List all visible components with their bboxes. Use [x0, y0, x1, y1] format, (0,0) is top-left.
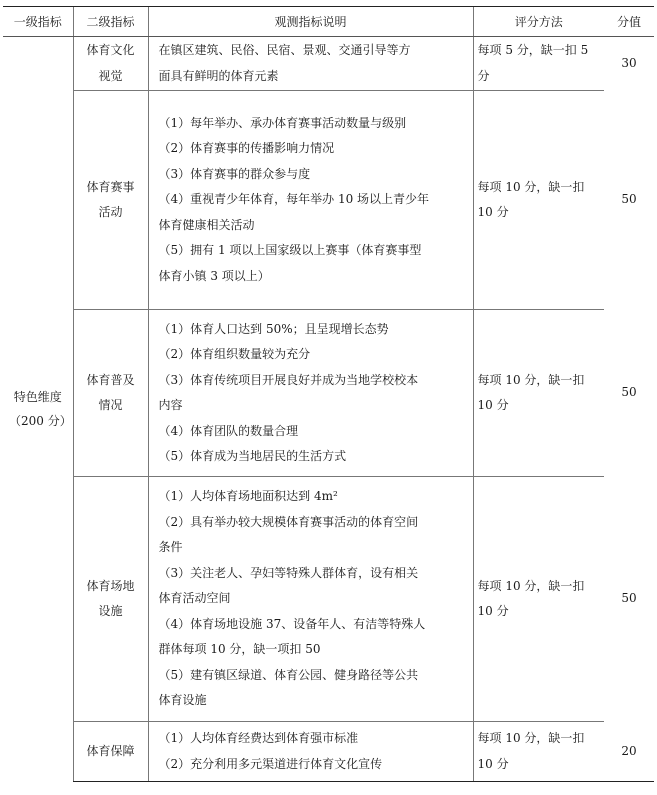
- description: （1）人均体育经费达到体育强市标准 （2）充分利用多元渠道进行体育文化宣传: [148, 722, 473, 782]
- header-score: 分值: [604, 7, 654, 37]
- table-row: [3, 310, 654, 477]
- description: 在镇区建筑、民俗、民宿、景观、交通引导等方 面具有鲜明的体育元素: [148, 37, 473, 91]
- sub-indicator: 体育场地 设施: [73, 477, 148, 722]
- dimension-score: （200 分）: [9, 414, 72, 429]
- scoring-method: 每项 10 分，缺一扣 10 分: [473, 91, 604, 310]
- scoring-method: 每项 10 分，缺一扣 10 分: [473, 722, 604, 782]
- score: 20: [604, 722, 654, 782]
- score: 50: [621, 385, 637, 400]
- sub-indicator: 体育保障: [73, 722, 148, 782]
- sub-indicator: 体育文化 视觉: [73, 37, 148, 91]
- header-description: 观测指标说明: [148, 7, 473, 37]
- score: 50: [621, 192, 637, 207]
- header-scoring-method: 评分方法: [473, 7, 604, 37]
- indicator-table: [3, 6, 654, 782]
- header-row: [3, 7, 654, 37]
- scoring-method: 每项 10 分，缺一扣 10 分: [473, 310, 604, 477]
- description: （1）体育人口达到 50%；且呈现增长态势 （2）体育组织数量较为充分 （3）体育传统项目开展良好并成为当地学校校本 内容 （4）体育团队的数量合理 （5）体育成为当地居民的生活方式: [148, 310, 473, 477]
- dimension-name: 特色维度: [13, 390, 62, 405]
- header-level2: 二级指标: [73, 7, 148, 37]
- score: 50: [621, 591, 637, 606]
- description: （1）每年举办、承办体育赛事活动数量与级别 （2）体育赛事的传播影响力情况 （3）体育赛事的群众参与度 （4）重视青少年体育，每年举办 10 场以上青少年 体育健康相关活动 （5）拥有 1 项以上国家级以上赛事（体育赛事型 体育小镇 3 项以上）: [148, 91, 473, 310]
- description: （1）人均体育场地面积达到 4m² （2）具有举办较大规模体育赛事活动的体育空间 条件 （3）关注老人、孕妇等特殊人群体育，设有相关 体育活动空间 （4）体育场地设施 37、设备年人、有洁等特殊人 群体每项 10 分，缺一项扣 50 （5）建有镇区绿道、体育公园、健身路径等公共 体育设施: [148, 477, 473, 722]
- sub-indicator: 体育普及 情况: [73, 310, 148, 477]
- table-row: [3, 722, 654, 782]
- table-row: [3, 477, 654, 722]
- table-row: [3, 37, 654, 91]
- scoring-method: 每项 10 分，缺一扣 10 分: [473, 477, 604, 722]
- dimension-cell: [3, 37, 73, 782]
- header-level1: 一级指标: [3, 7, 73, 37]
- sub-indicator: 体育赛事 活动: [73, 91, 148, 310]
- score: 30: [621, 56, 637, 70]
- scoring-method: 每项 5 分，缺一扣 5 分: [473, 37, 604, 91]
- table-row: [3, 91, 654, 310]
